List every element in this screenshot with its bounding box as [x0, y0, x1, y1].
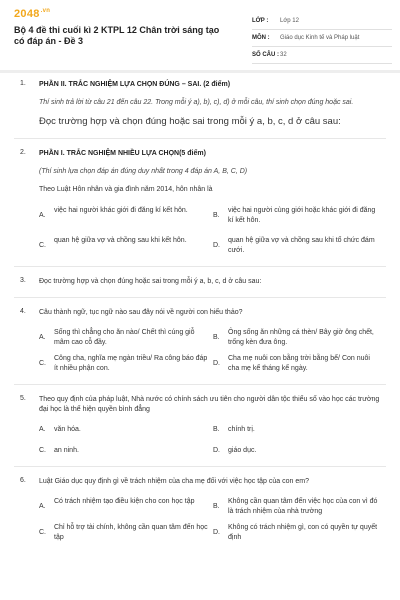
question-text: Đọc trường hợp và chọn đúng hoặc sai trong mỗi ý a, b, c, d ở câu sau: [39, 278, 262, 285]
option-text: chính trị. [228, 426, 255, 433]
meta-row-subject [252, 30, 392, 47]
option-letter: D. [213, 242, 220, 249]
divider [14, 466, 386, 467]
option-text: Chỉ hỗ trợ tài chính, không cần quan tâm đến học tập [54, 524, 208, 541]
option-text: văn hóa. [54, 426, 81, 433]
option-text: Công cha, nghĩa mẹ ngàn triều/ Ra công báo đáp ít nhiều phận con. [54, 355, 208, 372]
option-letter: B. [213, 212, 220, 219]
meta-key: LỚP : [252, 18, 269, 24]
option-d[interactable] [213, 523, 381, 543]
option-d[interactable] [213, 446, 381, 456]
question-number: 4. [20, 308, 26, 315]
question-number: 2. [20, 149, 26, 156]
option-d[interactable] [213, 354, 381, 374]
section-title: PHẦN I. TRẮC NGHIỆM NHIỀU LỰA CHỌN(5 điểm) [39, 150, 206, 157]
option-letter: D. [213, 447, 220, 454]
answer-options [39, 497, 386, 543]
option-letter: C. [39, 242, 46, 249]
option-c[interactable] [39, 236, 211, 256]
question-number: 6. [20, 477, 26, 484]
question-number: 3. [20, 277, 26, 284]
meta-key: SỐ CÂU : [252, 52, 279, 58]
question-number: 1. [20, 80, 26, 87]
option-letter: C. [39, 360, 46, 367]
answer-options [39, 425, 386, 456]
meta-row-class [252, 13, 392, 30]
question-text: Theo quy định của pháp luật, Nhà nước có chính sách ưu tiên cho người dân tộc thiểu số vào học các trường đại học là thể hiện quyền bình đẳng [39, 396, 380, 413]
meta-value: Giáo dục Kinh tế và Pháp luật [280, 35, 360, 41]
option-letter: B. [213, 426, 220, 433]
option-letter: A. [39, 212, 46, 219]
question-number: 5. [20, 395, 26, 402]
question-6 [0, 477, 400, 543]
option-text: Ông sống ăn những cá thèn/ Bây giờ ông chết, trống kèn đưa ông. [228, 329, 374, 346]
divider [14, 266, 386, 267]
document-header [0, 0, 400, 66]
question-1 [0, 80, 400, 128]
option-letter: B. [213, 503, 220, 510]
option-a[interactable] [39, 328, 211, 348]
question-list [0, 80, 400, 543]
answer-options [39, 206, 386, 256]
option-text: quan hệ giữa vợ và chồng sau khi kết hôn. [54, 237, 187, 244]
section-instruction: Thí sinh trả lời từ câu 21 đến câu 22. Trong mỗi ý a), b), c), d) ở mỗi câu, thí sinh chọn đúng hoặc sai. [39, 99, 354, 106]
divider [14, 297, 386, 298]
option-text: việc hai người cùng giới hoặc khác giới đi đăng kí kết hôn. [228, 207, 376, 224]
option-letter: A. [39, 503, 46, 510]
divider [14, 384, 386, 385]
answer-options [39, 328, 386, 374]
option-b[interactable] [213, 497, 381, 517]
option-text: Không có trách nhiệm gì, con có quyền tự quyết định [228, 524, 378, 541]
meta-value: Lớp 12 [280, 18, 299, 24]
option-a[interactable] [39, 497, 211, 517]
option-text: Sống thì chẳng cho ăn nào/ Chết thì cúng giỗ mâm cao cỗ đầy. [54, 329, 195, 346]
option-c[interactable] [39, 523, 211, 543]
header-divider [0, 70, 400, 73]
option-letter: B. [213, 334, 220, 341]
option-text: việc hai người khác giới đi đăng kí kết hôn. [54, 207, 188, 214]
question-3 [0, 277, 400, 287]
question-2 [0, 149, 400, 256]
meta-row-count [252, 47, 392, 64]
question-4 [0, 308, 400, 374]
option-c[interactable] [39, 354, 211, 374]
option-letter: D. [213, 529, 220, 536]
meta-key: MÔN : [252, 35, 270, 41]
option-text: Có trách nhiệm tạo điều kiện cho con học tập [54, 498, 195, 505]
option-letter: A. [39, 334, 46, 341]
question-5 [0, 395, 400, 456]
question-text: Theo Luật Hôn nhân và gia đình năm 2014, hôn nhân là [39, 186, 213, 193]
option-text: an ninh. [54, 447, 79, 454]
section-title: PHẦN II. TRẮC NGHIỆM LỰA CHỌN ĐÚNG – SAI. (2 điểm) [39, 81, 231, 88]
document-title: Bộ 4 đề thi cuối kì 2 KTPL 12 Chân trời sáng tạo có đáp án - Đề 3 [14, 25, 220, 46]
meta-table [252, 13, 392, 64]
divider [14, 138, 386, 139]
question-text: Luật Giáo dục quy định gì về trách nhiệm của cha mẹ đối với việc học tập của con em? [39, 478, 309, 485]
option-letter: C. [39, 529, 46, 536]
option-b[interactable] [213, 425, 381, 435]
logo-text: 2048 [14, 8, 40, 20]
option-letter: C. [39, 447, 46, 454]
option-text: quan hệ giữa vợ và chồng sau khi tổ chức đám cưới. [228, 237, 375, 254]
option-text: Cha mẹ nuôi con bằng trời bằng bể/ Con nuôi cha mẹ kể tháng kể ngày. [228, 355, 370, 372]
logo-suffix: .vn [40, 8, 51, 14]
option-c[interactable] [39, 446, 211, 456]
option-text: giáo dục. [228, 447, 257, 454]
site-logo[interactable] [14, 8, 50, 20]
option-a[interactable] [39, 425, 211, 435]
meta-value: 32 [280, 52, 287, 58]
option-b[interactable] [213, 328, 381, 348]
option-b[interactable] [213, 206, 381, 226]
option-letter: D. [213, 360, 220, 367]
section-instruction: (Thí sinh lựa chọn đáp án đúng duy nhất trong 4 đáp án A, B, C, D) [39, 168, 248, 175]
option-text: Không cần quan tâm đến việc học của con vì đó là trách nhiệm của nhà trường [228, 498, 378, 515]
question-text: Đọc trường hợp và chọn đúng hoặc sai trong mỗi ý a, b, c, d ở câu sau: [39, 116, 341, 127]
option-d[interactable] [213, 236, 381, 256]
option-a[interactable] [39, 206, 211, 226]
question-text: Câu thành ngữ, tục ngữ nào sau đây nói về người con hiếu thảo? [39, 309, 243, 316]
option-letter: A. [39, 426, 46, 433]
